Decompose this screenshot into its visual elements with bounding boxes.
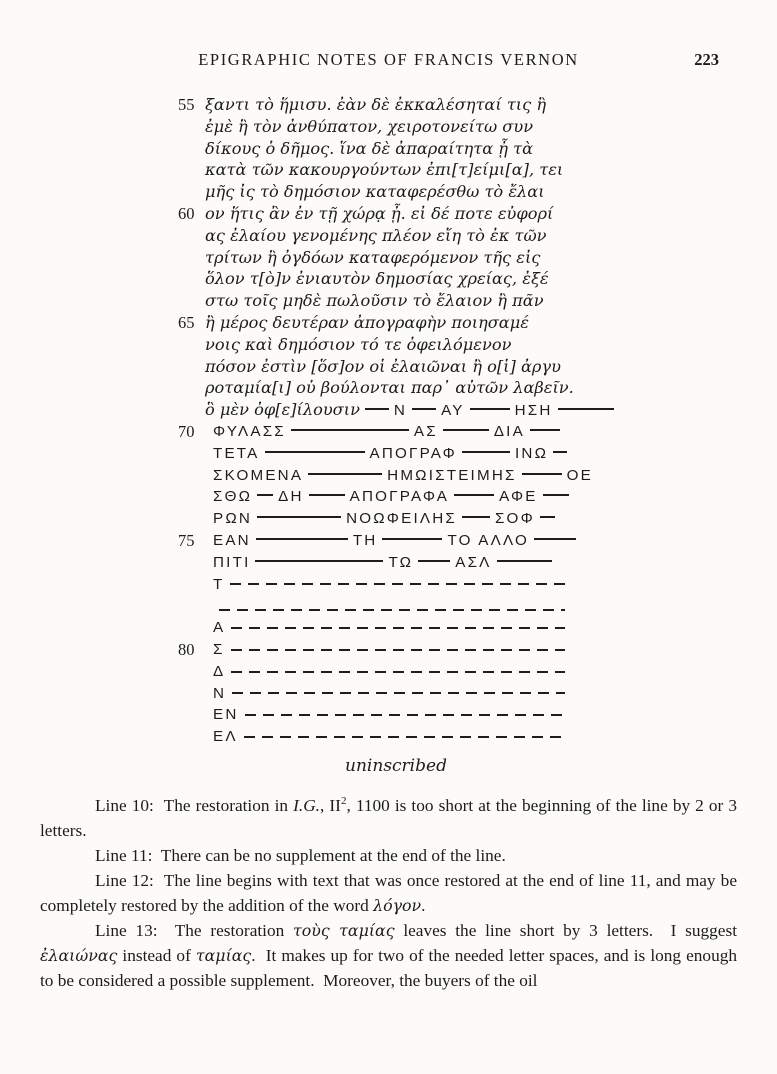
inscription-line-content: ξαντι τὸ ἥμισυ. ἐὰν δὲ ἐκκαλέσηταί τις ἢ — [205, 95, 547, 114]
inscription-line — [0, 465, 777, 487]
inscription-line-content: μῆς ἰς τὸ δημόσιον καταφερέσθω τὸ ἔλαι — [205, 182, 545, 202]
inscription-line-content: ροταμία[ι] οὐ βούλονται παρ᾽ αὐτῶν λαβεῖν. — [205, 378, 574, 398]
commentary-paragraph — [40, 843, 737, 868]
lacuna-dashes — [232, 692, 565, 694]
inscription-line-content — [205, 399, 619, 422]
restoration-rule — [418, 560, 450, 562]
inscription-text: ΗΣΗ — [514, 402, 553, 420]
commentary-text: Line 11: There can be no supplement at the end of the line. — [95, 845, 506, 865]
inscription-text: ΟΕ — [566, 466, 593, 484]
commentary-paragraph — [40, 918, 737, 993]
inscription-text: ΤΗ — [352, 531, 378, 549]
inscription-line — [0, 639, 777, 661]
inscription-line-number: 80 — [178, 639, 195, 659]
page — [0, 50, 777, 1074]
restoration-rule — [497, 560, 552, 562]
restoration-rule — [291, 429, 409, 431]
inscription-line — [0, 181, 777, 203]
inscription-text: Ν — [393, 402, 408, 420]
inscription-line-content: ας ἐλαίου γενομένης πλέον εἴη τὸ ἐκ τῶν — [205, 225, 547, 245]
restoration-rule — [558, 408, 614, 410]
running-head-title: EPIGRAPHIC NOTES OF FRANCIS VERNON — [198, 50, 579, 69]
inscription-line-content — [213, 639, 565, 661]
inscription-text: ΑΥ — [441, 402, 465, 420]
commentary-text: τοὺς ταμίας — [293, 920, 395, 940]
inscription-line-number: 70 — [178, 421, 195, 441]
restoration-rule — [470, 408, 510, 410]
inscription-line — [0, 486, 777, 508]
commentary-text: λόγον — [373, 895, 422, 915]
inscription-line — [0, 94, 777, 116]
lacuna-dashes — [230, 583, 565, 585]
inscription-line — [0, 312, 777, 334]
restoration-rule — [534, 538, 576, 540]
restoration-rule — [255, 560, 383, 562]
commentary-text: Line 10: The restoration in — [95, 795, 294, 815]
inscription-text: ΙΝΩ — [515, 444, 549, 462]
inscription-line — [0, 683, 777, 705]
inscription-line — [0, 617, 777, 639]
lacuna-dashes — [231, 671, 565, 673]
inscription-line — [0, 116, 777, 138]
inscription-line-content — [213, 421, 565, 443]
inscription-line-number: 60 — [178, 203, 195, 223]
inscription-line-number: 65 — [178, 312, 195, 332]
commentary-text: I.G. — [293, 795, 321, 815]
inscription-line — [0, 574, 777, 596]
inscription-line — [0, 356, 777, 378]
inscription-line — [0, 268, 777, 290]
inscription-text: ΑΣΛ — [455, 553, 492, 571]
commentary-text: Line 12: The line begins with text that was once restored at the end of line 11, and may be completely restored by the addition of the word — [40, 870, 737, 915]
inscription-line — [0, 290, 777, 312]
inscription-text: ΑΠΟΓΡΑΦ — [369, 444, 457, 462]
restoration-rule — [257, 516, 341, 518]
page-header — [40, 50, 737, 72]
uninscribed-label: uninscribed — [345, 755, 447, 776]
inscription-line-content — [213, 617, 565, 639]
inscription-line-content — [213, 574, 565, 596]
inscription-line-content — [213, 661, 565, 683]
inscription-line-content: πόσον ἐστὶν [ὅσ]ον οἱ ἐλαιῶναι ἢ ο[ἱ] ἀργυ — [205, 356, 561, 376]
inscription-text: Δ — [213, 662, 226, 680]
inscription-line-content — [213, 683, 565, 705]
lacuna-dashes — [231, 649, 565, 651]
inscription-text: ὃ μὲν ὀφ[ε]ίλουσιν — [205, 400, 360, 420]
restoration-rule — [309, 494, 345, 496]
commentary-paragraph — [40, 868, 737, 918]
inscription-text: ΤΕΤΑ — [213, 444, 260, 462]
inscription-line — [0, 421, 777, 443]
inscription-text: ΑΦΕ — [499, 488, 538, 506]
restoration-rule — [308, 473, 382, 475]
inscription-text: Ν — [213, 684, 227, 702]
inscription-line-content — [213, 726, 565, 748]
restoration-rule — [553, 451, 567, 453]
inscription-text: ΕΛ — [213, 728, 238, 746]
restoration-rule — [256, 538, 348, 540]
restoration-rule — [540, 516, 555, 518]
restoration-rule — [462, 451, 510, 453]
inscription-text: ΣΚΟΜΕΝΑ — [213, 466, 304, 484]
inscription-line — [0, 138, 777, 160]
commentary-text: instead of — [117, 945, 196, 965]
lacuna-dashes — [231, 627, 565, 629]
inscription-text: ΕΝ — [213, 706, 239, 724]
restoration-rule — [365, 408, 389, 410]
inscription-text: ΣΟΦ — [494, 510, 535, 528]
inscription-line — [0, 661, 777, 683]
inscription-line-content — [213, 530, 581, 552]
inscription-line-content — [213, 486, 574, 508]
inscription-text: ΠΙΤΙ — [213, 553, 251, 571]
inscription-line-content — [213, 443, 572, 465]
inscription-text: ΡΩΝ — [213, 510, 253, 528]
restoration-rule — [265, 451, 365, 453]
inscription-line-content: στω τοῖς μηδὲ πωλοῦσιν τὸ ἔλαιον ἢ πᾶν — [205, 291, 544, 311]
inscription-text: ΑΣ — [413, 422, 438, 440]
inscription-line-content: ον ἥτις ἂν ἐν τῇ χώρᾳ ᾖ. εἰ δέ ποτε εὐφορί — [205, 203, 554, 223]
commentary-text: ἐλαιώνας — [40, 945, 118, 965]
commentary-text: ταμίας — [195, 945, 252, 965]
commentary-text: . — [421, 895, 426, 915]
inscription-line — [0, 399, 777, 421]
inscription-line — [0, 225, 777, 247]
inscription-text: ΑΠΟΓΡΑΦΑ — [349, 488, 450, 506]
inscription-line — [0, 443, 777, 465]
restoration-rule — [522, 473, 562, 475]
restoration-rule — [543, 494, 569, 496]
inscription-line-content: δίκους ὁ δῆμος. ἵνα δὲ ἀπαραίτητα ᾖ τὰ — [205, 138, 534, 158]
inscription-text: ΔΙΑ — [493, 422, 525, 440]
inscription-text: Τ — [213, 575, 225, 593]
inscription-text: ΝΟΩΦΕΙΛΗΣ — [346, 510, 457, 528]
inscription-line-content — [213, 465, 593, 487]
restoration-rule — [462, 516, 490, 518]
inscription-line-number: 75 — [178, 530, 195, 550]
restoration-rule — [454, 494, 494, 496]
inscription-line-content: ἢ μέρος δευτέραν ἀπογραφὴν ποιησαμέ — [205, 312, 529, 332]
lacuna-dashes — [244, 736, 565, 738]
inscription-line-content: ὅλον τ[ὸ]ν ἐνιαυτὸν δημοσίας χρείας, ἐξέ — [205, 269, 549, 289]
page-number: 223 — [694, 50, 719, 69]
inscription-line-number: 55 — [178, 95, 195, 114]
inscription-text: ΦΥΛΑΣΣ — [213, 422, 286, 440]
inscription-line — [0, 334, 777, 356]
inscription-text: ΣΘΩ — [213, 488, 253, 506]
inscription-line-content — [213, 609, 565, 611]
commentary-text: , 1100 is too short at the beginning of the line by 2 or 3 letters. — [40, 795, 738, 840]
inscription-line-content: νοις καὶ δημόσιον τό τε ὀφειλόμενον — [205, 334, 512, 354]
inscription-line — [0, 530, 777, 552]
lacuna-dashes — [245, 714, 566, 716]
inscription-text: ΤΟ ΑΛΛΟ — [447, 531, 529, 549]
commentary-block — [40, 793, 737, 993]
restoration-rule — [530, 429, 560, 431]
inscription-text: Σ — [213, 640, 225, 658]
inscription-text: ΕΑΝ — [213, 531, 251, 549]
inscription-text: ΤΩ — [388, 553, 414, 571]
commentary-paragraph — [40, 793, 737, 843]
inscription-line-content: ἐμὲ ἢ τὸν ἀνθύπατον, χειροτονείτω συν — [205, 116, 534, 136]
inscription-line — [0, 159, 777, 181]
commentary-text: , II — [320, 795, 341, 815]
restoration-rule — [257, 494, 273, 496]
inscription-line — [0, 377, 777, 399]
inscription-line — [0, 247, 777, 269]
inscription-line-content — [213, 508, 560, 530]
restoration-rule — [382, 538, 442, 540]
inscription-line — [0, 726, 777, 748]
inscription-text: ΔΗ — [278, 488, 304, 506]
inscription-line-content: κατὰ τῶν κακουργούντων ἐπι[τ]είμι[α], τει — [205, 160, 564, 180]
inscription-line — [0, 552, 777, 574]
inscription-text: Α — [213, 619, 226, 637]
commentary-text: leaves the line short by 3 letters. I suggest — [394, 920, 737, 940]
inscription-text: ΗΜΩΙΣΤΕΙΜΗΣ — [387, 466, 517, 484]
inscription-block — [0, 94, 777, 748]
inscription-line-content — [213, 552, 557, 574]
superscript: 2 — [340, 795, 347, 808]
restoration-rule — [412, 408, 436, 410]
restoration-rule — [443, 429, 489, 431]
commentary-text: . It makes up for two of the needed letter spaces, and is long enough to be considered a possible supplement. Moreover, the buyers of the oil — [40, 945, 737, 990]
lacuna-dashes — [219, 609, 565, 611]
inscription-line — [0, 595, 777, 617]
inscription-line — [0, 704, 777, 726]
commentary-text: Line 13: The restoration — [95, 920, 294, 940]
inscription-line-content — [213, 704, 565, 726]
inscription-line — [0, 508, 777, 530]
inscription-line — [0, 203, 777, 225]
inscription-line-content: τρίτων ἢ ὀγδόων καταφερόμενον τῆς εἰς — [205, 247, 541, 267]
